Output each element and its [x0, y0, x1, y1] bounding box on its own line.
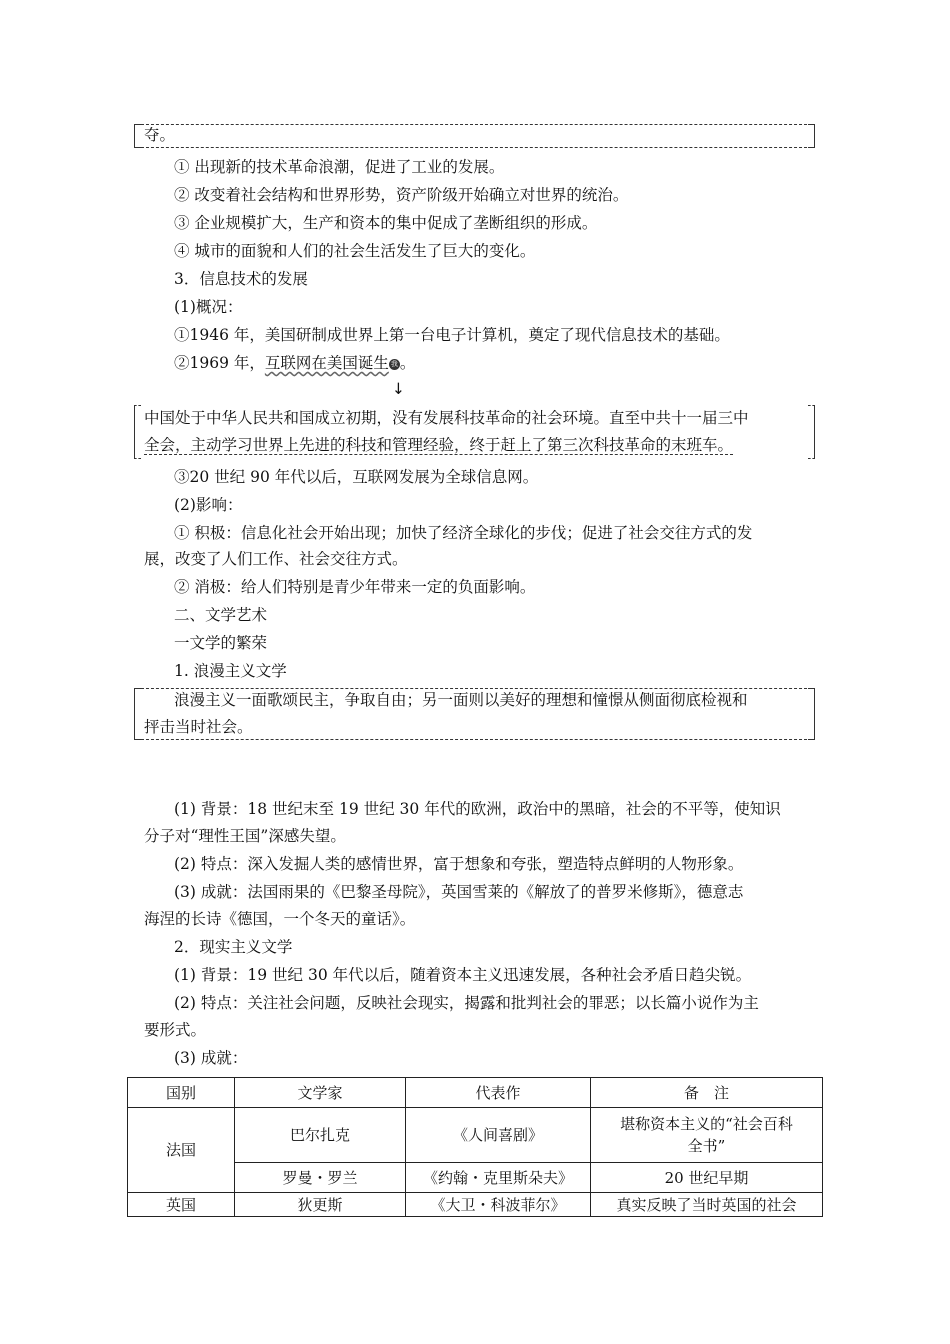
table-cell-work: 《约翰・克里斯朵夫》: [406, 1163, 591, 1193]
overview-1969-prefix: ②1969 年，: [174, 354, 265, 372]
table-cell-country: 英国: [128, 1193, 235, 1217]
overview-1969: [174, 352, 415, 374]
heading-info-tech: 3．信息技术的发展: [174, 270, 308, 288]
section-literature-art: 二、文学艺术: [174, 606, 268, 624]
bracket-right: [808, 124, 815, 148]
realism-achievements: (3) 成就：: [174, 1049, 248, 1067]
romanticism-achievements-1: (3) 成就：法国雨果的《巴黎圣母院》，英国雪莱的《解放了的普罗米修斯》，德意志: [174, 883, 744, 901]
table-cell-work: 《大卫・科波菲尔》: [406, 1193, 591, 1217]
romanticism-background-1: (1) 背景：18 世纪末至 19 世纪 30 年代的欧洲，政治中的黑暗，社会的不平等，使知识: [174, 800, 781, 818]
point-3: ③ 企业规模扩大，生产和资本的集中促成了垄断组织的形成。: [174, 214, 598, 232]
romanticism-features: (2) 特点：深入发掘人类的感情世界，富于想象和夸张，塑造特点鲜明的人物形象。: [174, 855, 744, 873]
table-header-country: 国别: [128, 1078, 235, 1108]
overview-1990s: ③20 世纪 90 年代以后，互联网发展为全球信息网。: [174, 468, 539, 486]
romanticism-note-line-1: 浪漫主义一面歌颂民主，争取自由；另一面则以美好的理想和憧憬从侧面彻底检视和: [174, 691, 748, 709]
subsection-literature-prosperity: 一文学的繁荣: [174, 634, 268, 652]
subheading-overview: (1)概况：: [174, 298, 243, 316]
note-box-top: [136, 124, 812, 148]
heading-realism: 2．现实主义文学: [174, 938, 293, 956]
subheading-impact: (2)影响：: [174, 496, 243, 514]
table-cell-note: [591, 1108, 823, 1163]
internet-birth-text: 互联网在美国诞生: [264, 354, 389, 372]
point-2: ② 改变着社会结构和世界形势，资产阶级开始确立对世界的统治。: [174, 186, 629, 204]
heading-romanticism: 1. 浪漫主义文学: [174, 662, 287, 680]
point-4: ④ 城市的面貌和人们的社会生活发生了巨大的变化。: [174, 242, 536, 260]
realism-background: (1) 背景：19 世纪 30 年代以后，随着资本主义迅速发展，各种社会矛盾日趋尖锐。: [174, 966, 752, 984]
note-line: 全书”: [687, 1137, 726, 1155]
table-header-note: 备 注: [591, 1078, 823, 1108]
table-cell-author: 罗曼・罗兰: [235, 1163, 406, 1193]
realism-features-2: 要形式。: [144, 1021, 207, 1039]
note-line: 堪称资本主义的“社会百科: [620, 1115, 793, 1133]
romanticism-note-line-2: 抨击当时社会。: [144, 718, 253, 736]
table-cell-author: 巴尔扎克: [235, 1108, 406, 1163]
overview-1969-suffix: 。: [399, 354, 416, 372]
impact-negative: ② 消极：给人们特别是青少年带来一定的负面影响。: [174, 578, 536, 596]
china-note-line-2-wrap: [144, 434, 733, 456]
overview-1946: ①1946 年，美国研制成世界上第一台电子计算机，奠定了现代信息技术的基础。: [174, 326, 730, 344]
bracket-left: [134, 688, 141, 740]
impact-positive-line-1: ① 积极：信息化社会开始出现；加快了经济全球化的步伐；促进了社会交往方式的发: [174, 524, 753, 542]
table-header-row: [128, 1078, 823, 1108]
table-cell-note: 20 世纪早期: [591, 1163, 823, 1193]
bracket-left: [134, 405, 141, 459]
note-box-top-text: 夺。: [144, 126, 176, 144]
china-note-line-1: 中国处于中华人民共和国成立初期，没有发展科技革命的社会环境。直至中共十一届三中: [144, 409, 749, 427]
romanticism-background-2: 分子对“理性王国”深感失望。: [144, 827, 346, 845]
realism-features-1: (2) 特点：关注社会问题，反映社会现实，揭露和批判社会的罪恶；以长篇小说作为主: [174, 994, 759, 1012]
table-cell-note: 真实反映了当时英国的社会: [591, 1193, 823, 1217]
point-1: ① 出现新的技术革命浪潮，促进了工业的发展。: [174, 158, 505, 176]
annotation-badge-icon: 我: [390, 359, 398, 368]
bracket-right: [808, 405, 815, 459]
realism-table: [127, 1077, 823, 1217]
table-row: [128, 1108, 823, 1163]
china-note-line-2: 全会，主动学习世界上先进的科技和管理经验，终于赶上了第三次科技革命的末班车。: [144, 436, 734, 454]
table-header-author: 文学家: [235, 1078, 406, 1108]
table-cell-work: 《人间喜剧》: [406, 1108, 591, 1163]
romanticism-achievements-2: 海涅的长诗《德国，一个冬天的童话》。: [144, 910, 416, 928]
impact-positive-line-2: 展，改变了人们工作、社会交往方式。: [144, 550, 408, 568]
table-cell-country: 法国: [128, 1108, 235, 1193]
table-header-work: 代表作: [406, 1078, 591, 1108]
bracket-left: [134, 124, 141, 148]
bracket-right: [808, 688, 815, 740]
down-arrow-icon: ↓: [392, 380, 405, 398]
table-cell-author: 狄更斯: [235, 1193, 406, 1217]
table-row: [128, 1193, 823, 1217]
